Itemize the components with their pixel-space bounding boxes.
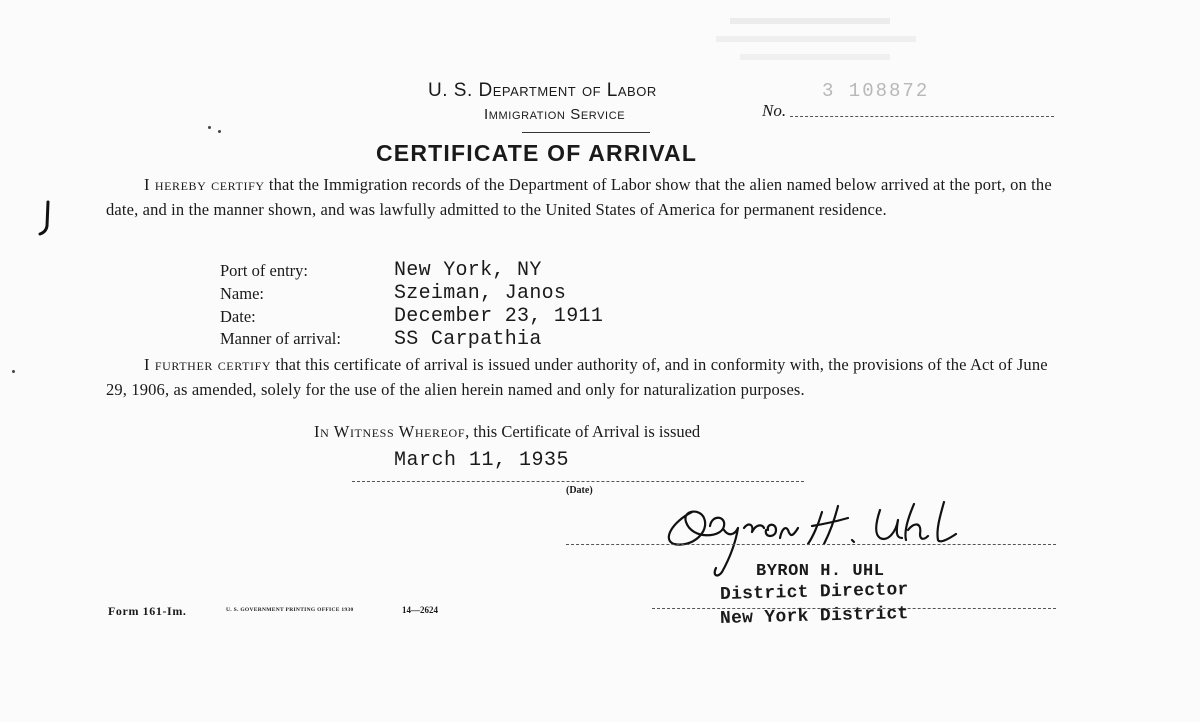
field-value-date: December 23, 1911 xyxy=(394,305,604,328)
certificate-number: 3 108872 xyxy=(822,80,930,102)
field-label: Date: xyxy=(220,307,256,326)
field-label: Name: xyxy=(220,284,264,303)
further-certify-lead: I further certify xyxy=(144,355,272,374)
witness-lead: In Witness Whereof xyxy=(314,422,466,441)
faded-stamp-impression xyxy=(710,10,940,80)
date-line xyxy=(352,481,804,482)
certification-paragraph xyxy=(106,173,1066,222)
certify-text: that the Immigration records of the Department of Labor show that the alien named below arrived at the port, on the date, and in the manner shown, and was lawfully admitted to the United States of America for permanent residence. xyxy=(106,175,1052,219)
field-value-port: New York, NY xyxy=(394,259,542,282)
document-title: CERTIFICATE OF ARRIVAL xyxy=(376,140,698,166)
date-caption: (Date) xyxy=(566,485,593,496)
field-value-manner: SS Carpathia xyxy=(394,328,542,351)
further-certify-text: that this certificate of arrival is issued under authority of, and in conformity with, the provisions of the Act of June 29, 1906, as amended, solely for the use of the alien herein named and only for naturalization purposes. xyxy=(106,355,1048,399)
printing-office-imprint: U. S. GOVERNMENT PRINTING OFFICE 1930 xyxy=(226,607,354,613)
margin-mark xyxy=(36,200,56,240)
department-heading: U. S. Department of Labor xyxy=(428,80,657,101)
service-heading: Immigration Service xyxy=(484,106,626,123)
ink-speck xyxy=(12,370,15,373)
ink-speck xyxy=(208,126,211,129)
field-label: Manner of arrival: xyxy=(220,329,341,348)
certify-lead: I hereby certify xyxy=(144,175,265,194)
field-value-name: Szeiman, Janos xyxy=(394,282,567,305)
name-stamp: BYRON H. UHL xyxy=(756,562,885,581)
certificate-number-label: No. xyxy=(762,101,787,120)
heading-rule xyxy=(522,132,650,133)
title-stamp: District Director xyxy=(719,580,909,605)
ink-speck xyxy=(218,130,221,133)
signature-line xyxy=(566,544,1056,545)
form-number: Form 161-Im. xyxy=(108,604,187,618)
print-number: 14—2624 xyxy=(402,605,438,615)
field-label: Port of entry: xyxy=(220,261,308,280)
certificate-number-line xyxy=(790,116,1054,117)
further-certification-paragraph xyxy=(106,353,1066,402)
district-stamp: New York District xyxy=(719,604,909,629)
witness-line xyxy=(314,422,700,442)
witness-text: , this Certificate of Arrival is issued xyxy=(465,422,701,441)
issue-date: March 11, 1935 xyxy=(394,449,570,472)
